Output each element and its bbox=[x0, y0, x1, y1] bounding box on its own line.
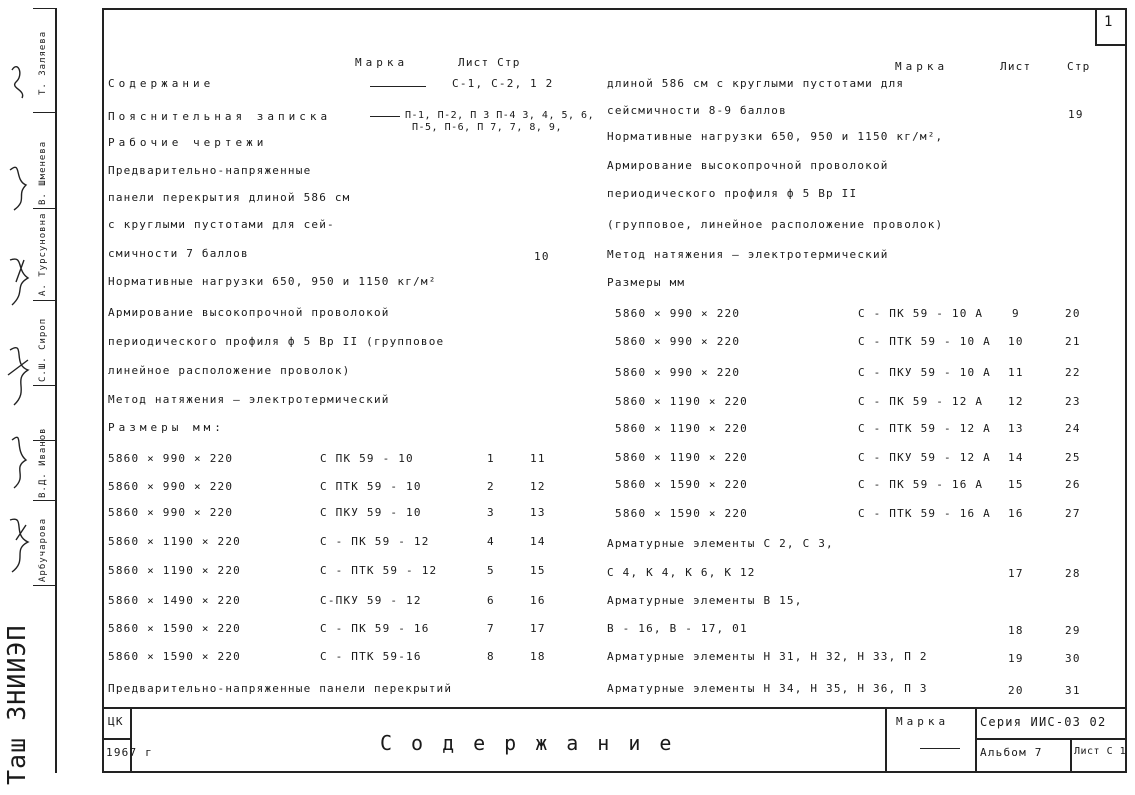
row-list: 9 bbox=[1012, 307, 1020, 320]
year-label: 1967 г bbox=[106, 746, 153, 759]
row-list: 7 bbox=[487, 622, 495, 635]
dash-line bbox=[920, 748, 960, 749]
intro-pages: П-1, П-2, П 3 П-4 3, 4, 5, 6, bbox=[405, 110, 595, 121]
right-header-list: Лист bbox=[1000, 60, 1032, 73]
row-size: 5860 × 1190 × 220 bbox=[615, 395, 748, 408]
row-list: 2 bbox=[487, 480, 495, 493]
right-header-marka: Марка bbox=[895, 60, 949, 73]
armatura-line: С 4, К 4, К 6, К 12 bbox=[607, 566, 756, 579]
left-header-list-str: Лист Стр bbox=[458, 56, 521, 69]
row-mark: С ПК 59 - 10 bbox=[320, 452, 414, 465]
strip-divider bbox=[33, 300, 55, 301]
title-block-divider bbox=[1070, 738, 1072, 773]
row-size: 5860 × 990 × 220 bbox=[108, 452, 234, 465]
right-desc-line: Метод натяжения — электротермический bbox=[607, 248, 889, 261]
strip-name: А. Турсуновна bbox=[38, 212, 48, 296]
desc-line: Размеры мм: bbox=[108, 421, 225, 434]
armatura-list-num: 17 bbox=[1008, 567, 1024, 580]
armatura-page: 31 bbox=[1065, 684, 1081, 697]
strip-name: В.Д. Иванов bbox=[38, 427, 48, 498]
row-mark: С - ПТК 59-16 bbox=[320, 650, 422, 663]
armatura-line: Арматурные элементы С 2, С 3, bbox=[607, 537, 834, 550]
row-mark: С ПКУ 59 - 10 bbox=[320, 506, 422, 519]
row-mark: С - ПК 59 - 10 А bbox=[858, 307, 984, 320]
row-list: 1 bbox=[487, 452, 495, 465]
intro-pages-2: П-5, П-6, П 7, 7, 8, 9, bbox=[412, 122, 562, 133]
strip-divider bbox=[33, 112, 55, 113]
intro-text: Рабочие чертежи bbox=[108, 136, 268, 149]
intro-text: Содержание bbox=[108, 77, 215, 90]
desc-line: смичности 7 баллов bbox=[108, 247, 249, 260]
row-size: 5860 × 990 × 220 bbox=[615, 307, 741, 320]
org-name: Таш ЗНИИЭП bbox=[2, 624, 31, 785]
row-mark: С - ПК 59 - 12 bbox=[320, 535, 430, 548]
armatura-page: 30 bbox=[1065, 652, 1081, 665]
album-label: Альбом 7 bbox=[980, 746, 1043, 759]
row-mark: С - ПТК 59 - 16 А bbox=[858, 507, 991, 520]
row-page: 26 bbox=[1065, 478, 1081, 491]
row-size: 5860 × 1190 × 220 bbox=[108, 564, 241, 577]
right-desc-line: (групповое, линейное расположение проволок) bbox=[607, 218, 944, 231]
row-size: 5860 × 1590 × 220 bbox=[108, 622, 241, 635]
armatura-line: Арматурные элементы В 15, bbox=[607, 594, 803, 607]
sheet-label: Лист С 1 bbox=[1074, 746, 1127, 757]
row-list: 6 bbox=[487, 594, 495, 607]
row-mark: С - ПКУ 59 - 12 А bbox=[858, 451, 991, 464]
intro-marka: С-1, С-2, bbox=[452, 77, 523, 90]
strip-name: Арбучарова bbox=[38, 517, 48, 582]
strip-name: Т. Заляева bbox=[38, 30, 48, 95]
desc-page: 10 bbox=[534, 250, 550, 263]
row-mark: С ПТК 59 - 10 bbox=[320, 480, 422, 493]
desc-line: Армирование высокопрочной проволокой bbox=[108, 306, 390, 319]
strip-name: С.Ш. Сироп bbox=[38, 317, 48, 382]
row-page: 22 bbox=[1065, 366, 1081, 379]
dash-line bbox=[370, 86, 426, 87]
armatura-list-num: 19 bbox=[1008, 652, 1024, 665]
row-list: 10 bbox=[1008, 335, 1024, 348]
row-size: 5860 × 1190 × 220 bbox=[108, 535, 241, 548]
left-header-marka: Марка bbox=[355, 56, 409, 69]
intro-page: 1 2 bbox=[530, 77, 554, 90]
row-list: 13 bbox=[1008, 422, 1024, 435]
row-size: 5860 × 1590 × 220 bbox=[615, 507, 748, 520]
row-page: 20 bbox=[1065, 307, 1081, 320]
intro-text: Пояснительная записка bbox=[108, 110, 332, 123]
right-desc-line: Нормативные нагрузки 650, 950 и 1150 кг/м², bbox=[607, 130, 944, 143]
right-header-str: Стр bbox=[1067, 60, 1091, 73]
row-mark: С - ПКУ 59 - 10 А bbox=[858, 366, 991, 379]
row-page: 11 bbox=[530, 452, 546, 465]
row-list: 8 bbox=[487, 650, 495, 663]
armatura-page: 29 bbox=[1065, 624, 1081, 637]
title-block-divider bbox=[102, 738, 130, 740]
row-mark: С - ПТК 59 - 12 bbox=[320, 564, 438, 577]
row-size: 5860 × 1190 × 220 bbox=[615, 451, 748, 464]
row-mark: С - ПТК 59 - 12 А bbox=[858, 422, 991, 435]
page-number: 1 bbox=[1104, 14, 1113, 30]
row-page: 14 bbox=[530, 535, 546, 548]
row-page: 17 bbox=[530, 622, 546, 635]
code-label: ЦК bbox=[108, 715, 124, 728]
row-page: 27 bbox=[1065, 507, 1081, 520]
row-list: 14 bbox=[1008, 451, 1024, 464]
right-desc-line: сейсмичности 8-9 баллов bbox=[607, 104, 787, 117]
row-size: 5860 × 1590 × 220 bbox=[108, 650, 241, 663]
row-page: 16 bbox=[530, 594, 546, 607]
document-title: Содержание bbox=[380, 731, 691, 755]
armatura-line: Арматурные элементы Н 34, Н 35, Н 36, П 3 bbox=[607, 682, 928, 695]
row-page: 21 bbox=[1065, 335, 1081, 348]
strip-divider bbox=[33, 385, 55, 386]
title-block-divider bbox=[975, 738, 1127, 740]
right-desc-line: длиной 586 см с круглыми пустотами для bbox=[607, 77, 905, 90]
right-desc-line: Армирование высокопрочной проволокой bbox=[607, 159, 889, 172]
armatura-line: Арматурные элементы Н 31, Н 32, Н 33, П 2 bbox=[607, 650, 928, 663]
row-mark: С - ПК 59 - 16 bbox=[320, 622, 430, 635]
row-page: 13 bbox=[530, 506, 546, 519]
row-size: 5860 × 1590 × 220 bbox=[615, 478, 748, 491]
row-mark: С-ПКУ 59 - 12 bbox=[320, 594, 422, 607]
series-label: Серия ИИС-03 02 bbox=[980, 715, 1107, 729]
strip-border bbox=[55, 8, 57, 773]
desc-line: Метод натяжения — электротермический bbox=[108, 393, 390, 406]
row-page: 18 bbox=[530, 650, 546, 663]
title-block-divider bbox=[885, 707, 887, 773]
row-mark: С - ПТК 59 - 10 А bbox=[858, 335, 991, 348]
strip-divider bbox=[33, 8, 55, 9]
row-list: 11 bbox=[1008, 366, 1024, 379]
marka-label: Марка bbox=[896, 715, 950, 728]
armatura-list-num: 20 bbox=[1008, 684, 1024, 697]
row-list: 15 bbox=[1008, 478, 1024, 491]
signatures-drawing bbox=[4, 20, 32, 580]
row-size: 5860 × 990 × 220 bbox=[615, 335, 741, 348]
row-list: 16 bbox=[1008, 507, 1024, 520]
right-desc-line: периодического профиля ф 5 Вр II bbox=[607, 187, 858, 200]
row-page: 15 bbox=[530, 564, 546, 577]
row-list: 4 bbox=[487, 535, 495, 548]
row-page: 12 bbox=[530, 480, 546, 493]
title-block-top-line bbox=[102, 707, 1127, 709]
desc-line: Нормативные нагрузки 650, 950 и 1150 кг/м² bbox=[108, 275, 437, 288]
left-binding-strip bbox=[0, 0, 60, 795]
desc-line: линейное расположение проволок) bbox=[108, 364, 351, 377]
dash-line bbox=[370, 116, 400, 117]
row-size: 5860 × 1190 × 220 bbox=[615, 422, 748, 435]
row-page: 24 bbox=[1065, 422, 1081, 435]
row-list: 5 bbox=[487, 564, 495, 577]
row-page: 25 bbox=[1065, 451, 1081, 464]
row-mark: С - ПК 59 - 12 А bbox=[858, 395, 984, 408]
row-list: 3 bbox=[487, 506, 495, 519]
strip-divider bbox=[33, 585, 55, 586]
desc-line: периодического профиля ф 5 Вр II (групповое bbox=[108, 335, 445, 348]
desc-line: панели перекрытия длиной 586 см bbox=[108, 191, 351, 204]
row-size: 5860 × 1490 × 220 bbox=[108, 594, 241, 607]
title-block-divider bbox=[130, 707, 132, 773]
left-footer: Предварительно-напряженные панели перекрытий bbox=[108, 682, 453, 695]
row-mark: С - ПК 59 - 16 А bbox=[858, 478, 984, 491]
armatura-line: В - 16, В - 17, 01 bbox=[607, 622, 748, 635]
right-desc-page: 19 bbox=[1068, 108, 1084, 121]
row-size: 5860 × 990 × 220 bbox=[108, 480, 234, 493]
desc-line: с круглыми пустотами для сей- bbox=[108, 218, 335, 231]
row-size: 5860 × 990 × 220 bbox=[108, 506, 234, 519]
desc-line: Предварительно-напряженные bbox=[108, 164, 312, 177]
row-size: 5860 × 990 × 220 bbox=[615, 366, 741, 379]
armatura-page: 28 bbox=[1065, 567, 1081, 580]
title-block-divider bbox=[975, 707, 977, 773]
right-desc-line: Размеры мм bbox=[607, 276, 686, 289]
strip-divider bbox=[33, 208, 55, 209]
strip-name: В. Шменева bbox=[38, 140, 48, 205]
strip-divider bbox=[33, 500, 55, 501]
row-list: 12 bbox=[1008, 395, 1024, 408]
row-page: 23 bbox=[1065, 395, 1081, 408]
armatura-list-num: 18 bbox=[1008, 624, 1024, 637]
